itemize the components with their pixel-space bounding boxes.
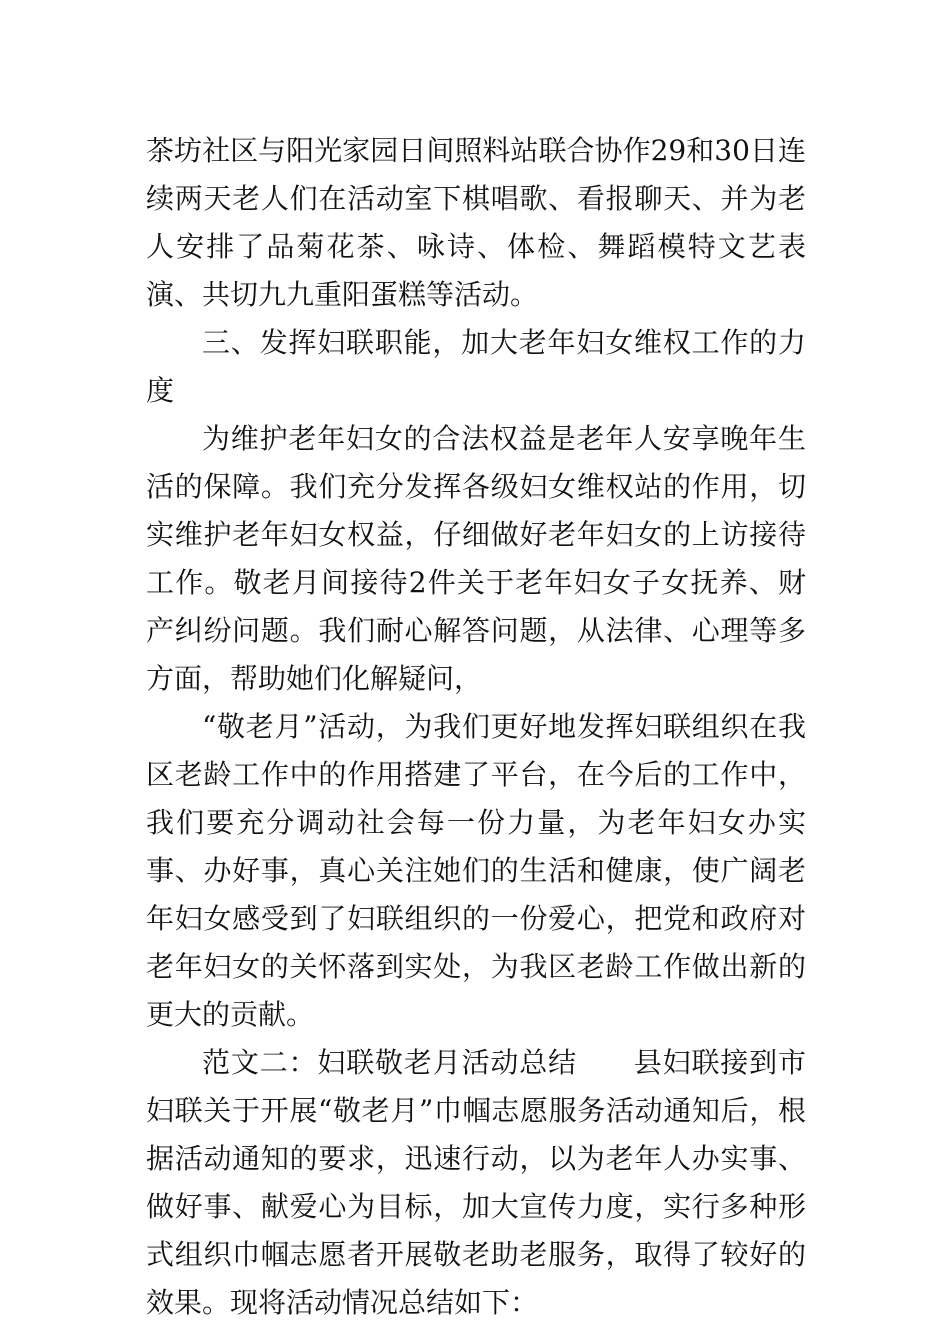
- section-heading-3: 三、发挥妇联职能，加大老年妇女维权工作的力度: [146, 326, 806, 407]
- sample-body: 县妇联接到市妇联关于开展“敬老月”巾帼志愿服务活动通知后，根据活动通知的要求，迅速行动，以为老年人办实事、做好事、献爱心为目标，加大宣传力度，实行多种形式组织巾帼志愿者开展敬老助老服务，取得了较好的效果。现将活动情况总结如下：: [146, 1046, 806, 1319]
- document-body: [146, 127, 806, 1327]
- paragraph-2: 为维护老年妇女的合法权益是老年人安享晚年生活的保障。我们充分发挥各级妇女维权站的作用，切实维护老年妇女权益，仔细做好老年妇女的上访接待工作。敬老月间接待2件关于老年妇女子女抚养、财产纠纷问题。我们耐心解答问题，从法律、心理等多方面，帮助她们化解疑问，: [146, 422, 806, 695]
- paragraph-4: [146, 1039, 806, 1327]
- sample-heading: 范文二：妇联敬老月活动总结: [202, 1046, 577, 1079]
- paragraph-1: 茶坊社区与阳光家园日间照料站联合协作29和30日连续两天老人们在活动室下棋唱歌、看报聊天、并为老人安排了品菊花茶、咏诗、体检、舞蹈模特文艺表演、共切九九重阳蛋糕等活动。: [146, 134, 806, 311]
- paragraph-3: “敬老月”活动，为我们更好地发挥妇联组织在我区老龄工作中的作用搭建了平台，在今后的工作中，我们要充分调动社会每一份力量，为老年妇女办实事、办好事，真心关注她们的生活和健康，使广阔老年妇女感受到了妇联组织的一份爱心，把党和政府对老年妇女的关怀落到实处，为我区老龄工作做出新的更大的贡献。: [146, 710, 806, 1031]
